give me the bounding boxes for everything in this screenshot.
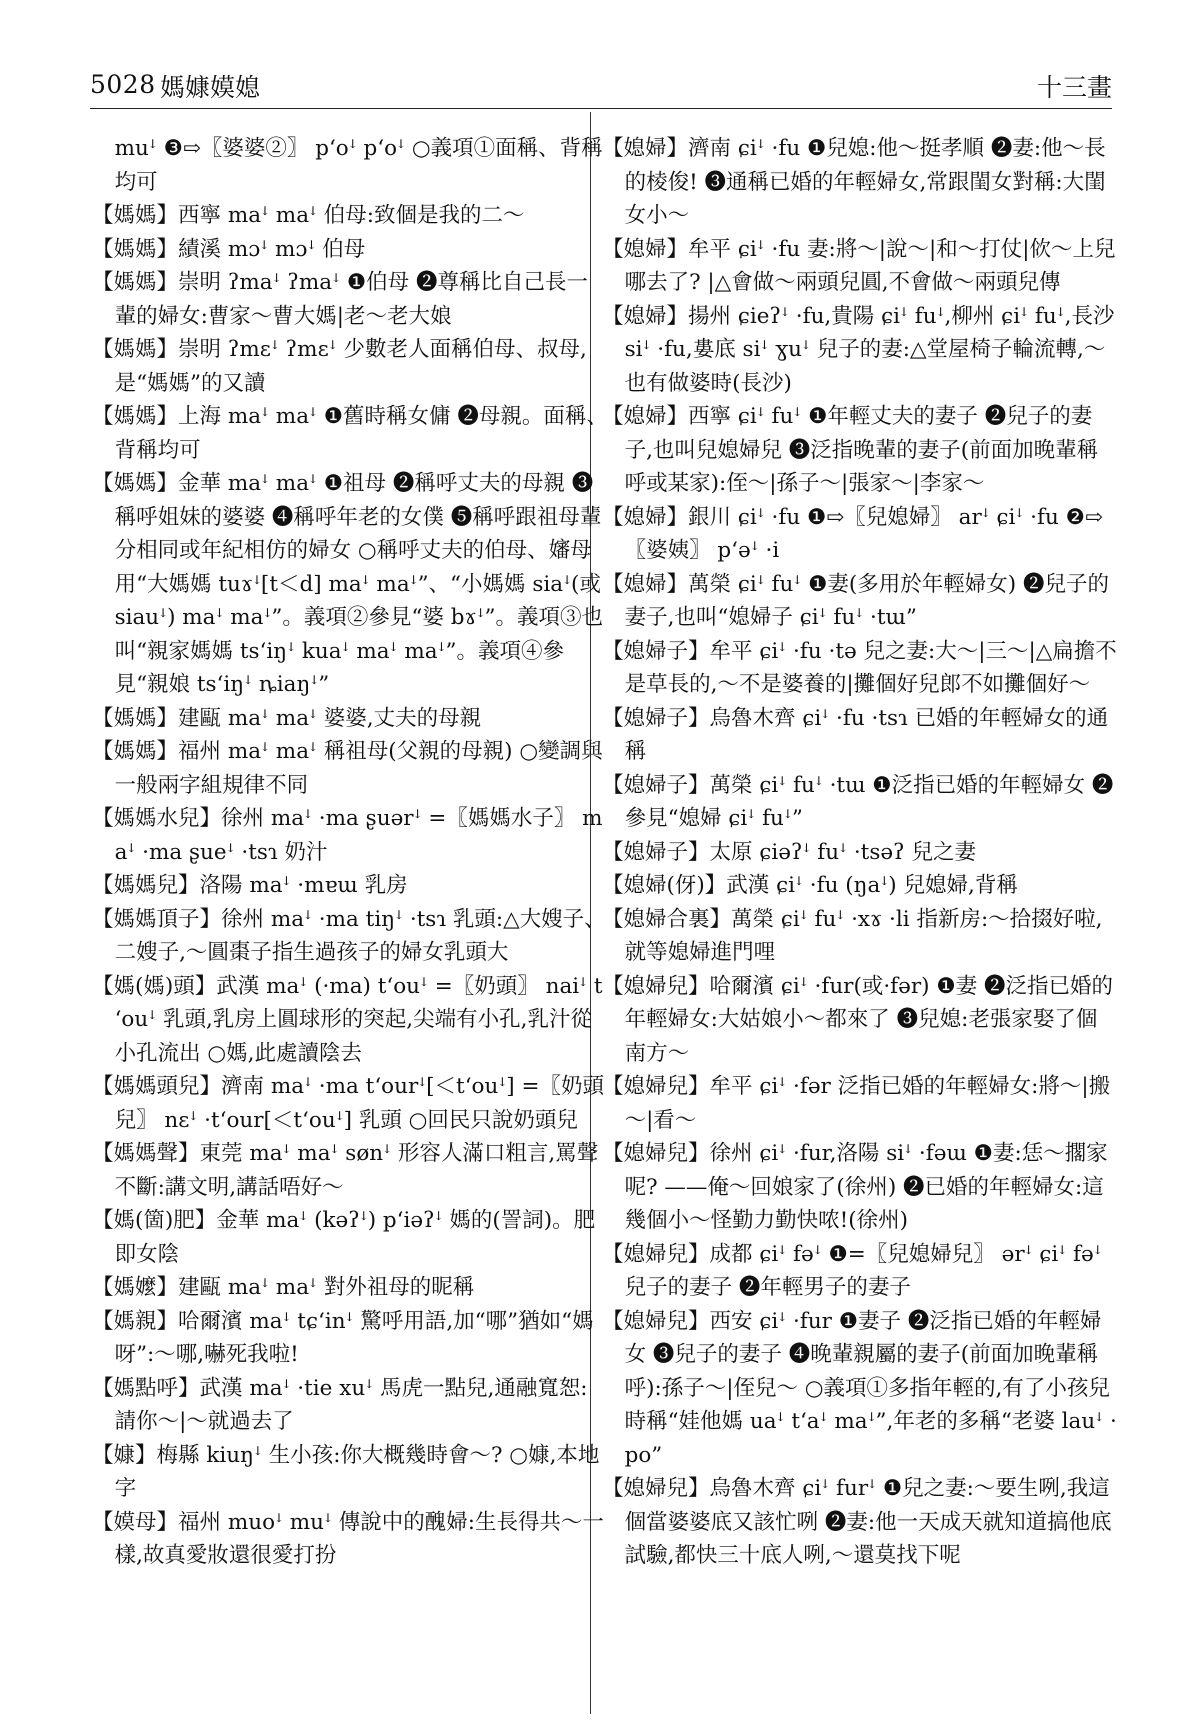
dictionary-entry: muꜜ ❸⇨〖婆婆②〗 pʻoꜜ pʻoꜜ ○義項①面稱、背稱均可	[114, 136, 603, 195]
dictionary-entry: 【媽媽頂子】徐州 maꜜ ·ma tiŋꜜ ·tsɿ 乳頭:△大嫂子、二嫂子,～圓棗子指生過孩子的婦女乳頭大	[92, 906, 606, 965]
dictionary-entry: 【媽媽】金華 maꜜ maꜜ ❶祖母 ❷稱呼丈夫的母親 ❸稱呼姐妹的婆婆 ❹稱呼年老的女僕 ❺稱呼跟祖母輩分相同或年紀相仿的婦女 ○稱呼丈夫的伯母、嬸母用“大媽媽 tuɤꜜ[t＜d] maꜜ maꜜ”、“小媽媽 siaꜜ(或siauꜜ) maꜜ maꜜ”。義項②參見“婆 bɤꜜ”。義項③也叫“親家媽媽 tsʻiŋꜜ kuaꜜ maꜜ maꜜ”。義項④參見“親娘 tsʻiŋꜜ ȵiaŋꜜ”	[92, 471, 604, 697]
dictionary-entry: 【媳婦兒】烏魯木齊 ɕiꜜ furꜜ ❶兒之妻:～要生咧,我這個當婆婆底又該忙咧 ❷妻:他一天成天就知道搞他底試驗,都快三十底人咧,～還莫找下呢	[602, 1476, 1112, 1568]
dictionary-entry: 【媽媽頭兒】濟南 maꜜ ·ma tʻourꜜ[＜tʻouꜜ] =〖奶頭兒〗 nɛꜜ ·tʻour[＜tʻouꜜ] 乳頭 ○回民只說奶頭兒	[92, 1074, 604, 1133]
dictionary-entry: 【媽媽】福州 maꜜ maꜜ 稱祖母(父親的母親) ○變調與一般兩字組規律不同	[92, 739, 603, 798]
dictionary-entry: 【媽媽】西寧 maꜜ maꜜ 伯母:致個是我的二～	[92, 203, 525, 228]
dictionary-entry: 【媽媽】崇明 ʔmaꜜ ʔmaꜜ ❶伯母 ❷尊稱比自己長一輩的婦女:曹家～曹大媽|老～老大娘	[92, 270, 588, 329]
dictionary-entry: 【媽媽兒】洛陽 maꜜ ·mɐɯ 乳房	[92, 873, 408, 898]
dictionary-entry: 【媳婦兒】徐州 ɕiꜜ ·fur,洛陽 siꜜ ·fəɯ ❶妻:恁～擱家呢? ——俺～回娘家了(徐州) ❷已婚的年輕婦女:這幾個小～怪勤力勤快哝!(徐州)	[602, 1141, 1108, 1233]
dictionary-entry: 【媽點呼】武漢 maꜜ ·tie xuꜜ 馬虎一點兒,通融寬恕:請你～|～就過去了	[92, 1375, 588, 1434]
dictionary-entry: 【媽媽】崇明 ʔmɛꜜ ʔmɛꜜ 少數老人面稱伯母、叔母,是“媽媽”的又讀	[92, 337, 587, 396]
dictionary-entry: 【媽媽聲】東莞 maꜜ maꜜ sønꜜ 形容人滿口粗言,罵聲不斷:講文明,講話唔好～	[92, 1141, 599, 1200]
dictionary-entry: 【媽媽】績溪 mɔꜜ mɔꜜ 伯母	[92, 236, 366, 262]
dictionary-entry: 【媽媽】上海 maꜜ maꜜ ❶舊時稱女傭 ❷母親。面稱、背稱均可	[92, 404, 608, 463]
dictionary-entry: 【媽(箇)肥】金華 maꜜ (kəʔꜜ) pʻiəʔꜜ 媽的(詈詞)。肥即女陰	[92, 1208, 596, 1267]
dictionary-entry: 【媽(媽)頭】武漢 maꜜ (·ma) tʻouꜜ =〖奶頭〗 naiꜜ tʻouꜜ 乳頭,乳房上圓球形的突起,尖端有小孔,乳汁從小孔流出 ○媽,此處讀陰去	[92, 973, 603, 1066]
dictionary-entry: 【嫫母】福州 muoꜜ muꜜ 傳說中的醜婦:生長得共～一樣,故真愛妝還很愛打扮	[92, 1509, 605, 1568]
page-header	[90, 64, 1112, 109]
dictionary-entry: 【媳婦】濟南 ɕiꜜ ·fu ❶兒媳:他～挺孝順 ❷妻:他～長的棱俊! ❸通稱已婚的年輕婦女,常跟閨女對稱:大閨女小～	[602, 136, 1106, 228]
dictionary-entry: 【媳婦兒】西安 ɕiꜜ ·fur ❶妻子 ❷泛指已婚的年輕婦女 ❸兒子的妻子 ❹晚輩親屬的妻子(前面加晚輩稱呼):孫子～|侄兒～ ○義項①多指年輕的,有了小孩兒時稱“娃他媽 uaꜜ tʻaꜜ maꜜ”,年老的多稱“老婆 lauꜜ ·po”	[602, 1308, 1117, 1468]
dictionary-entry: 【媳婦兒】哈爾濱 ɕiꜜ ·fur(或·fər) ❶妻 ❷泛指已婚的年輕婦女:大姑娘小～都來了 ❸兒媳:老張家娶了個南方～	[602, 973, 1113, 1066]
dictionary-entry: 【媽親】哈爾濱 maꜜ tɕʻinꜜ 驚呼用語,加“哪”猶如“媽呀”:～哪,嚇死我啦!	[92, 1308, 594, 1367]
dictionary-entry: 【媳婦】萬榮 ɕiꜜ fuꜜ ❶妻(多用於年輕婦女) ❷兒子的妻子,也叫“媳婦子 ɕiꜜ fuꜜ ·tɯ”	[602, 571, 1109, 630]
dictionary-entry: 【媳婦兒】牟平 ɕiꜜ ·fər 泛指已婚的年輕婦女:將～|搬～|看～	[602, 1074, 1111, 1133]
left-column	[92, 132, 608, 1702]
dictionary-entry: 【媳婦(伢)】武漢 ɕiꜜ ·fu (ŋaꜜ) 兒媳婦,背稱	[602, 873, 1018, 898]
header-title: 媽嫝嫫媳	[160, 73, 261, 102]
dictionary-entry: 【媳婦子】太原 ɕiəʔꜜ fuꜜ ·tsəʔ 兒之妻	[602, 839, 976, 865]
dictionary-entry: 【嫝】梅縣 kiuŋꜜ 生小孩:你大概幾時會～? ○嫝,本地字	[92, 1442, 600, 1501]
dictionary-entry: 【媽媽】建甌 maꜜ maꜜ 婆婆,丈夫的母親	[92, 705, 482, 731]
dictionary-entry: 【媳婦】銀川 ɕiꜜ ·fu ❶⇨〖兒媳婦〗 arꜜ ɕiꜜ ·fu ❷⇨〖婆姨〗 pʻəꜜ ·i	[602, 504, 1103, 563]
dictionary-entry: 【媽嬤】建甌 maꜜ maꜜ 對外祖母的昵稱	[92, 1275, 475, 1300]
dictionary-entry: 【媽媽水兒】徐州 maꜜ ·ma ʂuərꜜ =〖媽媽水子〗 maꜜ ·ma ʂueꜜ ·tsɿ 奶汁	[92, 806, 603, 865]
dictionary-entry: 【媳婦】西寧 ɕiꜜ fuꜜ ❶年輕丈夫的妻子 ❷兒子的妻子,也叫兒媳婦兒 ❸泛指晚輩的妻子(前面加晚輩稱呼或某家):侄～|孫子～|張家～|李家～	[602, 404, 1099, 496]
right-column	[602, 132, 1118, 1702]
dictionary-entry: 【媳婦子】牟平 ɕiꜜ ·fu ·tə 兒之妻:大～|三～|△扁擔不是草長的,～不是婆養的|攤個好兒郎不如攤個好～	[602, 638, 1117, 697]
dictionary-entry: 【媳婦】揚州 ɕieʔꜜ ·fu,貴陽 ɕiꜜ fuꜜ,柳州 ɕiꜜ fuꜜ,長沙 siꜜ ·fu,婁底 siꜜ ɣuꜜ 兒子的妻:△堂屋椅子輪流轉,～也有做婆時(長沙)	[602, 303, 1115, 396]
dictionary-entry: 【媳婦子】萬榮 ɕiꜜ fuꜜ ·tɯ ❶泛指已婚的年輕婦女 ❷參見“媳婦 ɕiꜜ fuꜜ”	[602, 772, 1114, 831]
dictionary-entry: 【媳婦兒】成都 ɕiꜜ fəꜜ ❶=〖兒媳婦兒〗 ərꜜ ɕiꜜ fəꜜ 兒子的妻子 ❷年輕男子的妻子	[602, 1241, 1102, 1300]
section-heading: 十三畫	[1036, 73, 1112, 102]
dictionary-entry: 【媳婦子】烏魯木齊 ɕiꜜ ·fu ·tsɿ 已婚的年輕婦女的通稱	[602, 705, 1109, 764]
page-number: 5028	[90, 70, 156, 99]
dictionary-entry: 【媳婦】牟平 ɕiꜜ ·fu 妻:將～|說～|和～打仗|佽～上兒哪去了? |△會做～兩頭兒圓,不會做～兩頭兒傳	[602, 236, 1116, 295]
dictionary-entry: 【媳婦合裏】萬榮 ɕiꜜ fuꜜ ·xɤ ·li 指新房:～拾掇好啦,就等媳婦進門哩	[602, 906, 1103, 965]
